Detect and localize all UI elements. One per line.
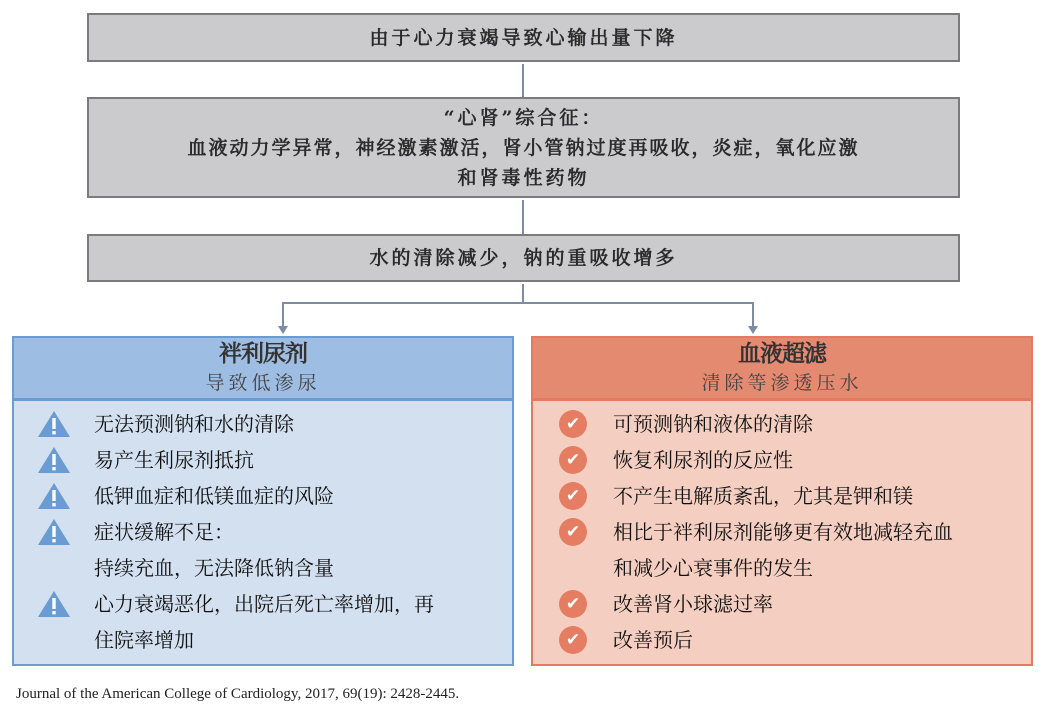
- cardiorenal-syndrome-box: [87, 97, 960, 198]
- item-text: 症状缓解不足：: [94, 520, 234, 544]
- warning-triangle-icon: [37, 446, 71, 474]
- warning-triangle-icon: [37, 518, 71, 546]
- list-item: [533, 586, 1031, 622]
- syndrome-mechanisms-cont: 和肾毒性药物: [457, 166, 590, 189]
- connector-1-2: [522, 64, 524, 97]
- warning-triangle-icon: [37, 410, 71, 438]
- item-text: 可预测钠和液体的清除: [613, 412, 813, 436]
- arrow-down-icon: [278, 326, 288, 334]
- panel-title: 血液超滤: [738, 341, 826, 367]
- item-text: 无法预测钠和水的清除: [94, 412, 294, 436]
- syndrome-title: “心肾”综合征：: [443, 106, 604, 129]
- item-text-cont: 持续充血，无法降低钠含量: [94, 556, 334, 580]
- item-text: 改善肾小球滤过率: [613, 592, 773, 616]
- panel-title: 袢利尿剂: [219, 341, 307, 367]
- cause-text: 由于心力衰竭导致心输出量下降: [369, 26, 678, 49]
- list-item: [14, 514, 512, 586]
- list-item: [533, 514, 1031, 586]
- check-circle-icon: ✔: [559, 446, 587, 474]
- connector-right-drop: [752, 302, 754, 327]
- item-text: 相比于袢利尿剂能够更有效地减轻充血: [613, 520, 953, 544]
- item-text: 易产生利尿剂抵抗: [94, 448, 254, 472]
- check-circle-icon: ✔: [559, 518, 587, 546]
- list-item: [533, 622, 1031, 658]
- list-item: [14, 406, 512, 442]
- item-text: 恢复利尿剂的反应性: [613, 448, 793, 472]
- check-circle-icon: ✔: [559, 626, 587, 654]
- list-item: [533, 478, 1031, 514]
- loop-diuretics-panel: [12, 336, 514, 666]
- connector-branch-stem: [522, 284, 524, 303]
- item-text: 不产生电解质紊乱，尤其是钾和镁: [613, 484, 913, 508]
- list-item: [14, 478, 512, 514]
- list-item: [533, 442, 1031, 478]
- list-item: [14, 442, 512, 478]
- panel-subtitle: 清除等渗透压水: [701, 372, 863, 394]
- warning-triangle-icon: [37, 482, 71, 510]
- citation: Journal of the American College of Cardiology, 2017, 69(19): 2428-2445.: [16, 686, 460, 702]
- list-item: [533, 406, 1031, 442]
- benefits-list: [533, 401, 1031, 658]
- arrow-down-icon: [748, 326, 758, 334]
- item-text-cont: 住院率增加: [94, 628, 194, 652]
- drawbacks-list: [14, 401, 512, 658]
- item-text: 心力衰竭恶化，出院后死亡率增加，再: [94, 592, 434, 616]
- panel-subtitle: 导致低渗尿: [205, 372, 321, 394]
- item-text: 改善预后: [613, 628, 693, 652]
- connector-branch-horizontal: [282, 302, 754, 304]
- item-text: 低钾血症和低镁血症的风险: [94, 484, 334, 508]
- consequence-box: [87, 234, 960, 282]
- ultrafiltration-header: [533, 338, 1031, 401]
- cause-box: [87, 13, 960, 62]
- connector-2-3: [522, 200, 524, 234]
- check-circle-icon: ✔: [559, 410, 587, 438]
- loop-diuretics-header: [14, 338, 512, 401]
- list-item: [14, 586, 512, 658]
- connector-left-drop: [282, 302, 284, 327]
- syndrome-mechanisms: 血液动力学异常，神经激素激活，肾小管钠过度再吸收，炎症，氧化应激: [187, 136, 860, 159]
- ultrafiltration-panel: [531, 336, 1033, 666]
- consequence-text: 水的清除减少，钠的重吸收增多: [369, 247, 678, 269]
- check-circle-icon: ✔: [559, 590, 587, 618]
- item-text-cont: 和减少心衰事件的发生: [613, 556, 813, 580]
- warning-triangle-icon: [37, 590, 71, 618]
- check-circle-icon: ✔: [559, 482, 587, 510]
